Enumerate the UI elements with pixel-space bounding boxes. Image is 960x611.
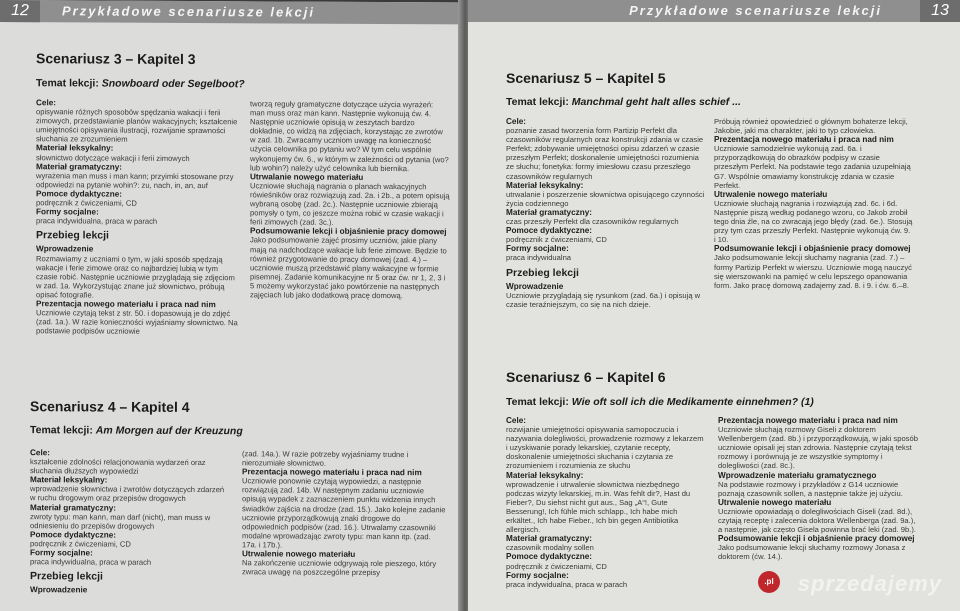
presentation-text: Uczniowie ponownie czytają wypowiedzi, a następnie rozwiązują zad. 14b. W następnym zadaniu uczniowie opisują wypadek z zaznaczeniem punktu widzenia innych świadków zajścia na drodze (zad. 15.). Jako kolejne zadanie uczniowie przyporządkowują znaki drogowe do odpowiednich podpisów (zad. 16.). Utrwalamy czasowniki modalne wprowadzając zwroty typu: man kann itp. (zad. 17a. i 17b.). — [242, 476, 446, 550]
left-page-header — [0, 0, 462, 24]
summary-text: Jako podsumowanie lekcji słuchamy nagrania (zad. 7.) – formy Partizip Perfekt w wierszu. Uczniowie mogą nauczyć się wierszowanki na pamięć w celu lepszego opanowania form. Jako pracę domową zadajemy zad. 8. i 9. i ćw. 6.–8. — [714, 253, 912, 290]
scenario-6-column-1 — [506, 416, 706, 589]
scenario-6-title: Scenariusz 6 – Kapitel 6 — [506, 369, 666, 385]
scenario-4-topic — [30, 424, 243, 437]
practice-label: Utrwalanie nowego materiału — [250, 172, 364, 182]
presentation-label: Prezentacja nowego materiału i praca nad nim — [718, 416, 898, 425]
lesson-course-heading: Przebieg lekcji — [506, 266, 579, 279]
topic-text: Wie oft soll ich die Medikamente einnehmen? (1) — [571, 396, 814, 408]
presentation-text: Uczniowie samodzielnie wykonują zad. 6a. i przyporządkowują do obrazków podpisy w czasie przeszłym Perfekt. Na podstawie tego zadania uzupełniają G7. Wspólnie omawiamy konstrukcję zdania w czasie Perfekt. — [714, 144, 911, 190]
grammar-label: Materiał gramatyczny: — [30, 502, 117, 513]
forms-text: praca indywidualna, praca w parach — [506, 579, 628, 589]
watermark-badge: .pl — [758, 571, 780, 593]
topic-text: Snowboard oder Segelboot? — [101, 77, 245, 91]
lexical-text: utrwalanie i poszerzenie słownictwa opisującego czynności życia codziennego — [506, 189, 705, 208]
introduction-text: Uczniowie przyglądają się rysunkom (zad. 6a.) i opisują w czasie teraźniejszym, co się na nich dzieje. — [506, 290, 701, 309]
aids-text: podręcznik z ćwiczeniami, CD — [30, 539, 131, 549]
lexical-text: wprowadzenie słownictwa i zwrotów dotyczących zdarzeń w ruchu drogowym oraz przepisów drogowych — [30, 484, 225, 504]
aids-text: podręcznik z ćwiczeniami, CD — [506, 561, 607, 571]
topic-label: Temat lekcji: — [36, 77, 102, 90]
lesson-course-heading: Przebieg lekcji — [36, 229, 109, 242]
presentation-text: Uczniowie czytają tekst z str. 50. i dopasowują je do zdjęć (zad. 1a.). W razie konieczności wyjaśniamy słownictwo. Na podstawie podpisów uczniowie — [36, 308, 238, 336]
aids-label: Pomoce dydaktyczne: — [36, 189, 122, 199]
forms-label: Formy socjalne: — [36, 207, 99, 217]
scenario-5-column-2 — [714, 117, 914, 290]
scenario-5-topic — [506, 96, 741, 108]
topic-label: Temat lekcji: — [30, 424, 96, 437]
summary-label: Podsumowanie lekcji i objaśnienie pracy domowej — [250, 226, 447, 237]
scenario-4-column-1 — [30, 448, 230, 595]
summary-text: Jako podsumowanie zajęć prosimy uczniów, jakie plany mają na nadchodzące wakacje lub ferie zimowe. Będzie to również przygotowanie do pracy domowej (zad. 4.) – uczniowie muszą przedstawić plany wakacyjne w formie pisemnej. Zadanie komunikacyjne nr 5 oraz ćw. nr 1, 2, 3 i 5 możemy wykorzystać jako powtórzenie na następnych zajęciach lub jako dodatkową pracę domową. — [250, 235, 447, 301]
grammar-text: zwroty typu: man kann, man darf (nicht), man muss w odniesieniu do przepisów drogowych — [30, 511, 211, 531]
scenario-4-column-2 — [242, 449, 447, 577]
paragraph: tworzą reguły gramatyczne dotyczące użycia wyrażeń: man muss oraz man kann. Następnie wykonują ćw. 4. — [250, 99, 434, 119]
practice-text: Uczniowie słuchają nagrania i rozwiązują zad. 6c. i 6d. Następnie piszą według podanego wzoru, co Jakob zrobił tego dnia źle, na co zwracają jego błędy (zad. 6e.). Stosują przy tym czas przeszły Perfekt. Następnie wykonują ćw. 9. i 10. — [714, 198, 913, 245]
aids-text: podręcznik z ćwiczeniami, CD — [36, 198, 137, 208]
grammar-text: czas przeszły Perfekt dla czasowników regularnych — [506, 217, 679, 227]
lexical-label: Materiał leksykalny: — [30, 475, 108, 485]
presentation-label: Prezentacja nowego materiału i praca nad nim — [36, 299, 216, 310]
summary-label: Podsumowanie lekcji i objaśnienie pracy domowej — [718, 534, 915, 544]
goals-text: kształcenie zdolności relacjonowania wydarzeń oraz słuchania dłuższych wypowiedzi — [30, 457, 206, 476]
page-number: 13 — [920, 0, 960, 22]
topic-text: Am Morgen auf der Kreuzung — [95, 424, 243, 438]
practice-label: Utrwalenie nowego materiału — [718, 497, 832, 507]
scenario-3-column-1 — [36, 98, 241, 336]
lexical-label: Materiał leksykalny: — [506, 470, 584, 480]
goals-label: Cele: — [30, 448, 51, 458]
presentation-label: Prezentacja nowego materiału i praca nad nim — [714, 135, 894, 145]
scenario-6-topic — [506, 396, 814, 408]
scenario-3-column-2 — [250, 99, 450, 300]
goals-label: Cele: — [506, 117, 527, 126]
topic-label: Temat lekcji: — [506, 396, 572, 408]
forms-label: Formy socjalne: — [30, 548, 93, 558]
practice-text: Uczniowie opowiadają o dolegliwościach Giseli (zad. 8d.), czytają receptę i zalecenia doktora Wellenberga (zad. 9a.), a następnie, jak często Gisela powinna brać leki (zad. 9b.). — [718, 506, 916, 535]
scenario-5-title: Scenariusz 5 – Kapitel 5 — [506, 70, 666, 86]
grammar-intro-text: Na podstawie rozmowy i przykładów z G14 uczniowie poznają czasownik sollen, a następnie także jej użyciu. — [718, 479, 903, 498]
summary-label: Podsumowanie lekcji i objaśnienie pracy domowej — [714, 244, 911, 254]
right-page — [468, 0, 960, 611]
lexical-label: Materiał leksykalny: — [506, 180, 584, 190]
page-number: 12 — [0, 0, 40, 22]
introduction-label: Wprowadzenie — [506, 281, 564, 291]
goals-label: Cele: — [506, 416, 527, 425]
forms-text: praca indywidualna, praca w parach — [30, 557, 152, 567]
paragraph: Próbują również opowiedzieć o głównym bohaterze lekcji, Jakobie, jaki ma charakter, jaki to typ człowieka. — [714, 117, 908, 136]
grammar-label: Materiał gramatyczny: — [506, 207, 593, 217]
topic-label: Temat lekcji: — [506, 96, 572, 108]
goals-label: Cele: — [36, 98, 57, 108]
goals-text: opisywanie różnych sposobów spędzania wakacji i ferii zimowych, przedstawianie planów wakacyjnych; kształcenie umiejętności opisywania ilustracji, rozwijanie sprawności słuchania ze zrozumieniem — [36, 107, 238, 145]
lexical-text: słownictwo dotyczące wakacji i ferii zimowych — [36, 152, 190, 163]
practice-label: Utrwalenie nowego materiału — [714, 189, 828, 199]
introduction-text: Rozmawiamy z uczniami o tym, w jaki sposób spędzają wakacje i ferie zimowe oraz co najbardziej lubią w tym czasie robić. Następnie uczniowie przyglądają się zdjęciom w zad. 1a. Wykorzystując znane już słownictwo, próbują opisać fotografie. — [36, 253, 235, 300]
goals-text: rozwijanie umiejętności opisywania samopoczucia i nazywania dolegliwości, prowadzenie rozmowy z lekarzem i uzyskiwanie porady lekarskiej, czytanie recepty, doskonalenie umiejętności słuchania i czytania ze zrozumieniem i rozumienia ze słuchu — [506, 425, 704, 471]
watermark-brand: sprzedajemy — [797, 571, 942, 596]
grammar-label: Materiał gramatyczny: — [506, 534, 593, 544]
aids-label: Pomoce dydaktyczne: — [506, 226, 592, 236]
aids-label: Pomoce dydaktyczne: — [30, 530, 116, 540]
forms-text: praca indywidualna, praca w parach — [36, 216, 158, 227]
grammar-label: Materiał gramatyczny: — [36, 161, 123, 172]
forms-label: Formy socjalne: — [506, 570, 569, 580]
lesson-course-heading: Przebieg lekcji — [30, 570, 103, 583]
lexical-label: Materiał leksykalny: — [36, 143, 114, 154]
left-page — [0, 0, 462, 611]
scenario-3-topic — [36, 77, 245, 90]
paragraph: (zad. 14a.). W razie potrzeby wyjaśniamy trudne i nierozumiałe słownictwo. — [242, 449, 409, 468]
presentation-label: Prezentacja nowego materiału i praca nad nim — [242, 467, 422, 478]
scenario-5-column-1 — [506, 117, 706, 309]
introduction-label: Wprowadzenie — [30, 585, 88, 595]
forms-text: praca indywidualna — [506, 253, 572, 263]
practice-label: Utrwalenie nowego materiału — [242, 549, 356, 559]
grammar-text: wyrażenia man muss i man kann; przyimki stosowane przy odpowiedzi na pytanie wohin?: zu, nach, in, an, auf — [36, 170, 234, 190]
summary-text: Jako podsumowanie lekcji słuchamy rozmowy Jonasa z doktorem (ćw. 14.). — [718, 543, 906, 562]
grammar-text: czasownik modalny sollen — [506, 543, 594, 553]
presentation-text: Uczniowie słuchają rozmowy Giseli z doktorem Wellenbergem (zad. 8b.) i przyporządkowują, w jaki sposób uczniowie opisali jej stan zdrowia. Następnie czytają tekst rozmowy i porównują je ze wszystkie symptomy i dolegliwości (zad. 8c.). — [718, 425, 918, 471]
topic-text: Manchmal geht halt alles schief ... — [571, 96, 741, 108]
goals-text: poznanie zasad tworzenia form Partizip Perfekt dla czasowników regularnych oraz konstrukcji zdania w czasie Perfekt; zdobywanie umiejętności opisu zdarzeń w czasie przeszłym Perfekt; doskonalenie umiejętności rozumienia ze słuchu; fonetyka: formy imiesłowu czasu przeszłego czasowników regularnych — [506, 126, 704, 181]
practice-text: Na zakończenie uczniowie odgrywają role pieszego, który zwraca uwagę na poszczególne przepisy — [242, 558, 437, 578]
introduction-label: Wprowadzenie — [36, 244, 94, 254]
practice-text: Uczniowie słuchają nagrania o planach wakacyjnych rówieśników oraz rozwiązują zad. 2a. i 2b., a potem opisują wybraną osobę (zad. 2c.). Następnie uczniowie zbierają pomysły o tym, co jeszcze można robić w czasie wakacji i ferii zimowych (zad. 3c.). — [250, 181, 450, 227]
running-header-title: Przykładowe scenariusze lekcji — [62, 3, 315, 20]
lexical-text: wprowadzenie i utrwalenie słownictwa niezbędnego podczas wizyty lekarskiej, m.in. Was fehlt dir?, Hast du Fieber?, Du siehst nicht gut aus., Sag „A“!, Gute Besserung!, Ich fühle mich schlapp., Ich habe mich erkältet., Ich habe Fieber., Ich bin gegen Antibiotika allergisch. — [506, 479, 691, 535]
aids-text: podręcznik z ćwiczeniami, CD — [506, 235, 607, 245]
running-header-title: Przykładowe scenariusze lekcji — [629, 3, 882, 18]
right-page-header — [468, 0, 960, 22]
grammar-intro-label: Wprowadzenie materiału gramatycznego — [718, 470, 877, 480]
aids-label: Pomoce dydaktyczne: — [506, 552, 592, 562]
scenario-6-column-2 — [718, 416, 918, 562]
forms-label: Formy socjalne: — [506, 244, 569, 254]
scenario-4-title: Scenariusz 4 – Kapitel 4 — [30, 398, 190, 415]
scenario-3-title: Scenariusz 3 – Kapitel 3 — [36, 50, 196, 68]
paragraph: Następnie uczniowie opisują w zeszytach bardzo dokładnie, co widzą na zdjęciach, korzystając ze zwrotów w zad. 1b. Zwracamy uczniom uwagę na konieczność użycia celownika po pytaniu wo? W tym celu wspólnie wykonujemy ćw. 6., w którym w zależności od pytania (wo? lub wohin?) należy użyć celownika lub biernika. — [250, 117, 449, 173]
